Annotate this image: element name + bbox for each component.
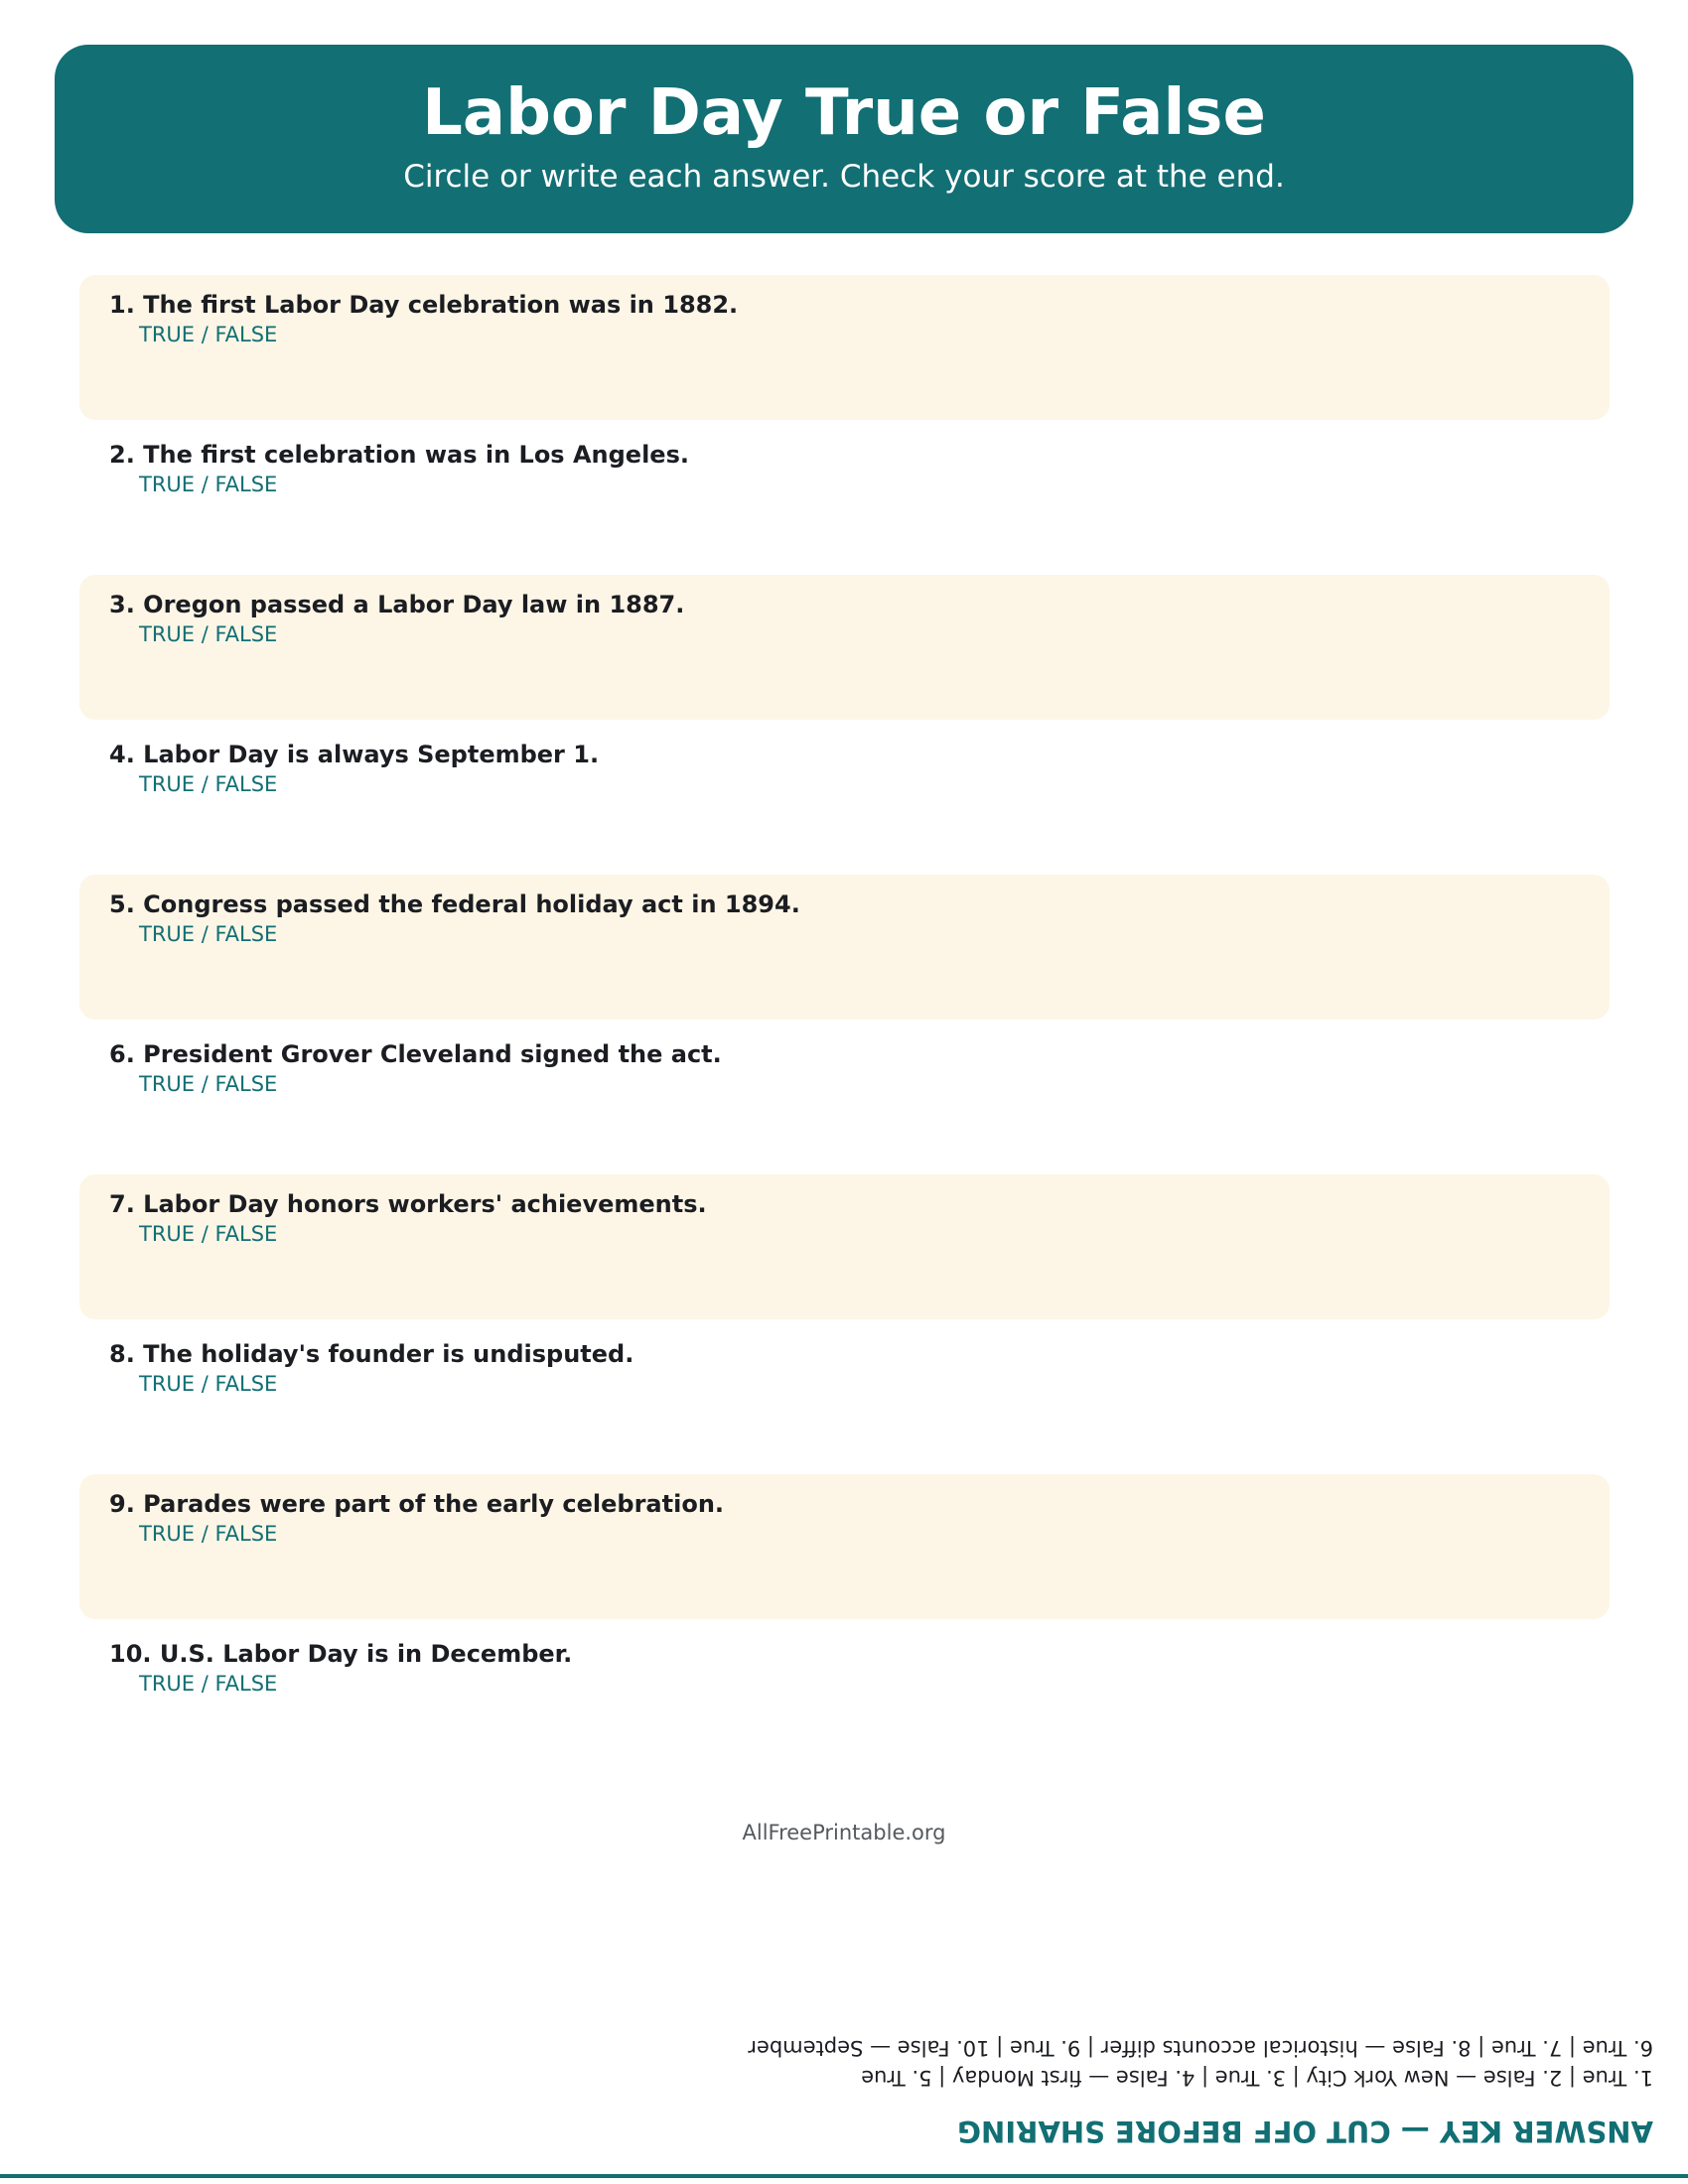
true-false-choices[interactable]: TRUE / FALSE [139,1072,278,1096]
question-text: 9. Parades were part of the early celebration. [109,1490,725,1518]
true-false-choices[interactable]: TRUE / FALSE [139,1672,278,1696]
question-1 [79,275,1610,420]
question-3 [79,575,1610,720]
answer-key-line-2: 6. True | 7. True | 8. False — historical accounts differ | 9. True | 10. False — September [748,2036,1653,2060]
true-false-choices[interactable]: TRUE / FALSE [139,922,278,946]
true-false-choices[interactable]: TRUE / FALSE [139,1222,278,1246]
question-text: 6. President Grover Cleveland signed the act. [109,1040,722,1068]
page-subtitle: Circle or write each answer. Check your score at the end. [403,159,1285,195]
answer-key-upside-down [55,2025,1653,2164]
answer-key-line-1: 1. True | 2. False — New York City | 3. True | 4. False — first Monday | 5. True [861,2066,1653,2090]
page-title: Labor Day True or False [422,76,1266,150]
question-list [79,275,1610,1774]
question-4 [79,725,1610,870]
question-8 [79,1324,1610,1469]
question-9 [79,1474,1610,1619]
question-7 [79,1174,1610,1319]
question-text: 3. Oregon passed a Labor Day law in 1887. [109,591,685,618]
question-text: 5. Congress passed the federal holiday act in 1894. [109,890,800,918]
question-text: 7. Labor Day honors workers' achievements. [109,1190,707,1218]
footer-site-name: AllFreePrintable.org [742,1821,946,1844]
true-false-choices[interactable]: TRUE / FALSE [139,1522,278,1546]
answer-key-title: ANSWER KEY — CUT OFF BEFORE SHARING [957,2115,1653,2148]
question-6 [79,1024,1610,1169]
true-false-choices[interactable]: TRUE / FALSE [139,323,278,346]
question-text: 10. U.S. Labor Day is in December. [109,1640,573,1668]
true-false-choices[interactable]: TRUE / FALSE [139,622,278,646]
true-false-choices[interactable]: TRUE / FALSE [139,473,278,496]
question-text: 4. Labor Day is always September 1. [109,741,600,768]
question-2 [79,425,1610,570]
worksheet-header [55,45,1633,233]
question-5 [79,875,1610,1020]
question-10 [79,1624,1610,1769]
question-text: 1. The first Labor Day celebration was in 1882. [109,291,739,319]
true-false-choices[interactable]: TRUE / FALSE [139,772,278,796]
true-false-choices[interactable]: TRUE / FALSE [139,1372,278,1396]
question-text: 2. The first celebration was in Los Angeles. [109,441,689,469]
cut-line-divider [0,2174,1688,2178]
question-text: 8. The holiday's founder is undisputed. [109,1340,634,1368]
